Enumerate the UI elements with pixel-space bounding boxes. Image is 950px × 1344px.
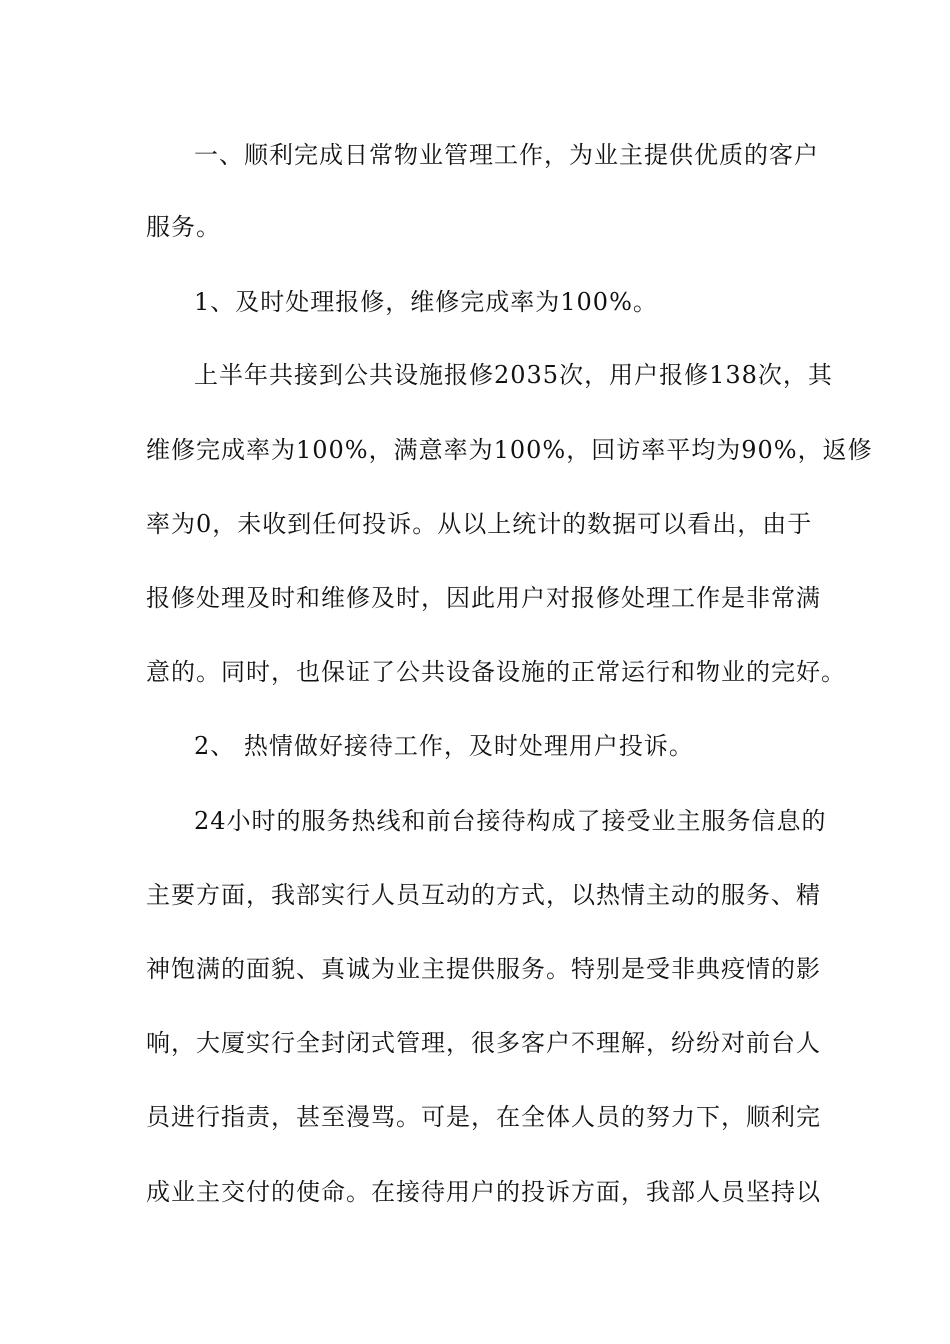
subheading-item-1: 1、及时处理报修，维修完成率为100%。	[194, 288, 658, 316]
paragraph-line: 神饱满的面貌、真诚为业主提供服务。特别是受非典疫情的影	[146, 955, 821, 983]
paragraph-line: 员进行指责，甚至漫骂。可是，在全体人员的努力下，顺利完	[146, 1103, 821, 1131]
subheading-item-2: 2、 热情做好接待工作，及时处理用户投诉。	[194, 732, 694, 760]
paragraph-line: 响，大厦实行全封闭式管理，很多客户不理解，纷纷对前台人	[146, 1029, 821, 1057]
paragraph-line: 上半年共接到公共设施报修2035次，用户报修138次，其	[194, 361, 833, 389]
paragraph-line: 维修完成率为100%，满意率为100%，回访率平均为90%，返修	[146, 436, 873, 464]
paragraph-line: 率为0，未收到任何投诉。从以上统计的数据可以看出，由于	[146, 510, 813, 538]
paragraph-line: 报修处理及时和维修及时，因此用户对报修处理工作是非常满	[146, 584, 821, 612]
paragraph-line: 24小时的服务热线和前台接待构成了接受业主服务信息的	[194, 807, 827, 835]
paragraph-line: 主要方面，我部实行人员互动的方式，以热情主动的服务、精	[146, 881, 821, 909]
paragraph-line: 成业主交付的使命。在接待用户的投诉方面，我部人员坚持以	[146, 1178, 821, 1206]
paragraph-line: 意的。同时，也保证了公共设备设施的正常运行和物业的完好。	[146, 658, 846, 686]
heading-section-1-continued: 服务。	[146, 213, 221, 241]
heading-section-1: 一、顺利完成日常物业管理工作，为业主提供优质的客户	[194, 141, 819, 169]
